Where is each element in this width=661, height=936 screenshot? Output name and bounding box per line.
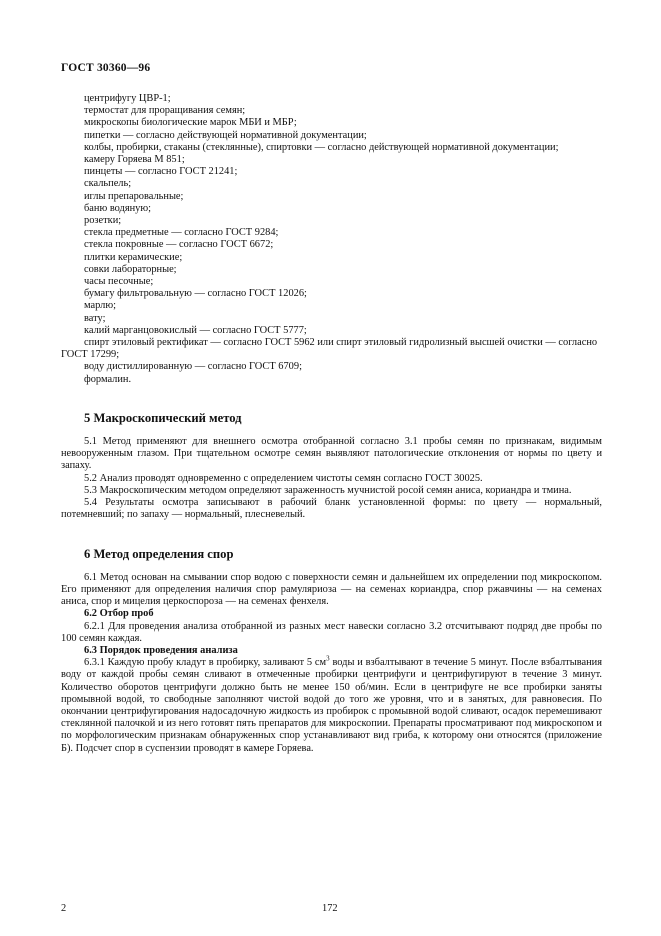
list-item: стекла предметные — согласно ГОСТ 9284; bbox=[84, 227, 279, 239]
paragraph-5-3: 5.3 Макроскопическим методом определяют зараженность мучнистой росой семян аниса, кориандра и тмина. bbox=[84, 484, 572, 496]
section-6-title: 6 Метод определения спор bbox=[84, 546, 234, 561]
list-item: стекла покровные — согласно ГОСТ 6672; bbox=[84, 239, 274, 251]
paragraph-5-4: 5.4 Результаты осмотра записывают в рабочий бланк установленной формы: по цвету — нормальный, потемневший; по запаху — нормальный, плесневелый. bbox=[61, 497, 602, 521]
list-item: бумагу фильтровальную — согласно ГОСТ 12026; bbox=[84, 288, 307, 300]
paragraph-6-3-1 bbox=[61, 654, 602, 755]
list-item: микроскопы биологические марок МБИ и МБР; bbox=[84, 117, 297, 129]
document-header: ГОСТ 30360—96 bbox=[61, 62, 151, 74]
page-number-left: 2 bbox=[61, 903, 67, 914]
list-item: скальпель; bbox=[84, 178, 132, 190]
list-item: формалин. bbox=[84, 373, 132, 385]
list-item: колбы, пробирки, стаканы (стеклянные), спиртовки — согласно действующей нормативной документации; bbox=[84, 141, 559, 153]
page-content bbox=[61, 93, 602, 755]
page-number-center: 172 bbox=[322, 903, 338, 914]
paragraph-6-1: 6.1 Метод основан на смывании спор водою с поверхности семян и дальнейшем их определении под микроскопом. Его применяют для определения наличия спор рамуляриоза — на семенах кориандра, спор ржавчины — на семенах аниса, спор и мицелия церкоспороза — на семенах фенхеля. bbox=[61, 571, 602, 608]
list-item: совки лабораторные; bbox=[84, 263, 177, 275]
paragraph-6-3-1-rest: воды и взбалтывают в течение 5 минут. После взбалтывания воду от каждой пробы семян сливают в отмеченные пробирки центрифуги и центрифугируют в течение 3 минут. Количество оборотов центрифуги должно быть не менее 150 об/мин. Если в центрифуге не все пробирки заняты промывной водой, то свободные заполняют чистой водой до того же уровня, что и в занятых, для равновесия. По окончании центрифугирования надосадочную жидкость из пробирок с промывной водой сливают, осадок перемешивают стеклянной палочкой и из него готовят пять препаратов для микроскопии. Препараты просматривают под микроскопом и по морфологическим признакам обнаруженных спор устанавливают вид гриба, к которому они относятся (приложение Б). Подсчет спор в суспензии проводят в камере Горяева. bbox=[61, 657, 602, 754]
list-item: розетки; bbox=[84, 215, 122, 227]
paragraph-5-2: 5.2 Анализ проводят одновременно с определением чистоты семян согласно ГОСТ 30025. bbox=[84, 472, 483, 484]
superscript-3: 3 bbox=[326, 654, 330, 663]
list-item: баню водяную; bbox=[84, 202, 152, 214]
list-item: часы песочные; bbox=[84, 276, 154, 288]
list-item: марлю; bbox=[84, 300, 117, 312]
equipment-list bbox=[61, 93, 602, 386]
list-item: воду дистиллированную — согласно ГОСТ 6709; bbox=[84, 361, 302, 373]
paragraph-6-3-1-start: 6.3.1 Каждую пробу кладут в пробирку, заливают 5 см bbox=[84, 657, 327, 669]
paragraph-5-1: 5.1 Метод применяют для внешнего осмотра отобранной согласно 3.1 пробы семян по признакам, видимым невооруженным глазом. При тщательном осмотре семян выявляют патологические отклонения от нормы по цвету и запаху. bbox=[61, 436, 602, 472]
list-item: пинцеты — согласно ГОСТ 21241; bbox=[84, 166, 238, 178]
subsection-6-3-title: 6.3 Порядок проведения анализа bbox=[84, 644, 238, 656]
list-item: вату; bbox=[84, 312, 106, 324]
section-5-title: 5 Макроскопический метод bbox=[84, 410, 242, 425]
list-item: пипетки — согласно действующей нормативной документации; bbox=[84, 129, 367, 141]
list-item: плитки керамические; bbox=[84, 251, 183, 263]
subsection-6-2-title: 6.2 Отбор проб bbox=[84, 608, 154, 620]
list-item: камеру Горяева М 851; bbox=[84, 154, 185, 166]
list-item: калий марганцовокислый — согласно ГОСТ 5777; bbox=[84, 324, 307, 336]
list-item: иглы препаровальные; bbox=[84, 190, 184, 202]
paragraph-6-2-1: 6.2.1 Для проведения анализа отобранной из разных мест навески согласно 3.2 отсчитывают подряд две пробы по 100 семян каждая. bbox=[61, 620, 602, 644]
list-item: центрифугу ЦВР-1; bbox=[84, 93, 171, 104]
list-item: спирт этиловый ректификат — согласно ГОСТ 5962 или спирт этиловый гидролизный высшей очистки — согласно ГОСТ 17299; bbox=[61, 337, 598, 361]
list-item: термостат для проращивания семян; bbox=[84, 105, 246, 117]
